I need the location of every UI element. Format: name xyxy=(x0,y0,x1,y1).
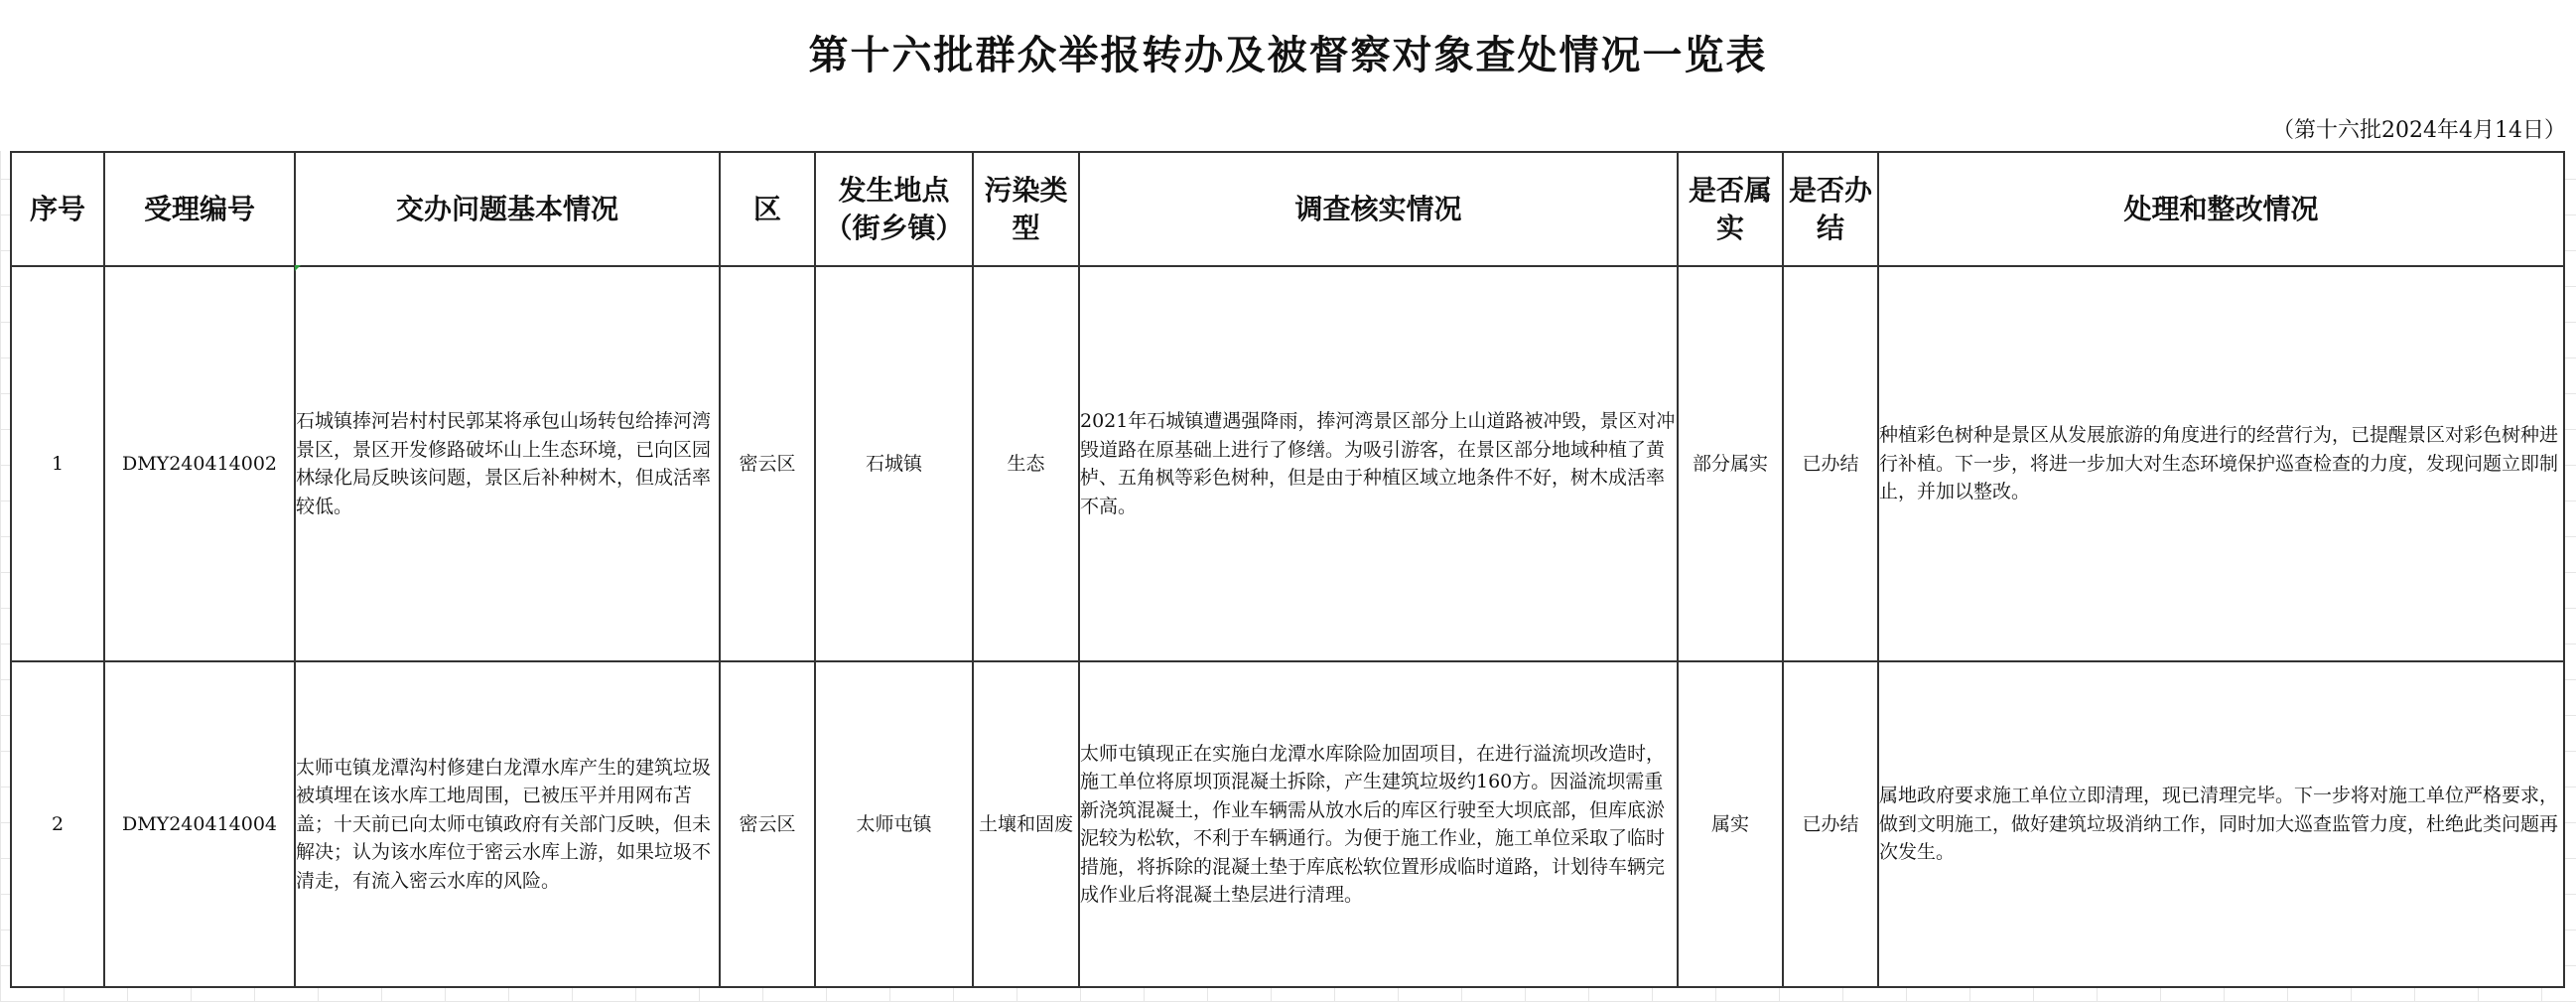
cell-verified[interactable]: 部分属实 xyxy=(1678,266,1783,661)
cell-district[interactable]: 密云区 xyxy=(720,661,815,987)
cell-closed[interactable]: 已办结 xyxy=(1783,266,1878,661)
header-location[interactable] xyxy=(815,152,973,266)
header-seq[interactable]: 序号 xyxy=(11,152,104,266)
cell-location[interactable]: 太师屯镇 xyxy=(815,661,973,987)
cell-investigation[interactable]: 太师屯镇现正在实施白龙潭水库除险加固项目，在进行溢流坝改造时，施工单位将原坝顶混凝土拆除，产生建筑垃圾约160方。因溢流坝需重新浇筑混凝土，作业车辆需从放水后的库区行驶至大坝底部，但库底淤泥较为松软，不利于车辆通行。为便于施工作业，施工单位采取了临时措施，将拆除的混凝土垫于库底松软位置形成临时道路，计划待车辆完成作业后将混凝土垫层进行清理。 xyxy=(1079,661,1678,987)
title-row xyxy=(0,0,2576,104)
header-investigation[interactable]: 调查核实情况 xyxy=(1079,152,1678,266)
header-verified-label: 是否属实 xyxy=(1688,173,1772,244)
header-district[interactable]: 区 xyxy=(720,152,815,266)
cell-investigation[interactable]: 2021年石城镇遭遇强降雨，捧河湾景区部分上山道路被冲毁，景区对冲毁道路在原基础上进行了修缮。为吸引游客，在景区部分地域种植了黄栌、五角枫等彩色树种，但是由于种植区域立地条件不好，树木成活率不高。 xyxy=(1079,266,1678,661)
cell-seq[interactable]: 1 xyxy=(11,266,104,661)
cell-district[interactable]: 密云区 xyxy=(720,266,815,661)
cell-seq[interactable]: 2 xyxy=(11,661,104,987)
batch-date-note: （第十六批2024年4月14日） xyxy=(2272,118,2566,143)
cell-verified[interactable]: 属实 xyxy=(1678,661,1783,987)
table-row xyxy=(11,266,2564,661)
header-pollution-type-label: 污染类型 xyxy=(984,173,1068,244)
cell-handling[interactable]: 种植彩色树种是景区从发展旅游的角度进行的经营行为，已提醒景区对彩色树种进行补植。下一步，将进一步加大对生态环境保护巡查检查的力度，发现问题立即制止，并加以整改。 xyxy=(1878,266,2564,661)
cell-pollution-type[interactable]: 土壤和固废 xyxy=(973,661,1079,987)
cell-case-id[interactable]: DMY240414004 xyxy=(104,661,295,987)
cell-case-id[interactable]: DMY240414002 xyxy=(104,266,295,661)
table-row xyxy=(11,661,2564,987)
header-pollution-type[interactable] xyxy=(973,152,1079,266)
header-row xyxy=(11,152,2564,266)
batch-row xyxy=(0,103,2576,151)
cell-handling[interactable]: 属地政府要求施工单位立即清理，现已清理完毕。下一步将对施工单位严格要求，做到文明施工，做好建筑垃圾消纳工作，同时加大巡查监管力度，杜绝此类问题再次发生。 xyxy=(1878,661,2564,987)
header-verified[interactable] xyxy=(1678,152,1783,266)
header-location-label: 发生地点（街乡镇） xyxy=(824,173,964,244)
header-closed-label: 是否办结 xyxy=(1788,173,1872,244)
cell-closed[interactable]: 已办结 xyxy=(1783,661,1878,987)
cell-pollution-type[interactable]: 生态 xyxy=(973,266,1079,661)
header-case-id[interactable]: 受理编号 xyxy=(104,152,295,266)
header-handling[interactable]: 处理和整改情况 xyxy=(1878,152,2564,266)
header-closed[interactable] xyxy=(1783,152,1878,266)
cell-issue[interactable]: 石城镇捧河岩村村民郭某将承包山场转包给捧河湾景区，景区开发修路破坏山上生态环境，已向区园林绿化局反映该问题，景区后补种树木，但成活率较低。 xyxy=(295,266,720,661)
header-issue[interactable]: 交办问题基本情况 xyxy=(295,152,720,266)
cell-location[interactable]: 石城镇 xyxy=(815,266,973,661)
report-table xyxy=(10,151,2565,988)
page-title: 第十六批群众举报转办及被督察对象查处情况一览表 xyxy=(808,31,1768,78)
cell-issue[interactable]: 太师屯镇龙潭沟村修建白龙潭水库产生的建筑垃圾被填埋在该水库工地周围，已被压平并用网布苫盖；十天前已向太师屯镇政府有关部门反映，但未解决；认为该水库位于密云水库上游，如果垃圾不清走，有流入密云水库的风险。 xyxy=(295,661,720,987)
cell-comment-marker xyxy=(295,265,301,271)
